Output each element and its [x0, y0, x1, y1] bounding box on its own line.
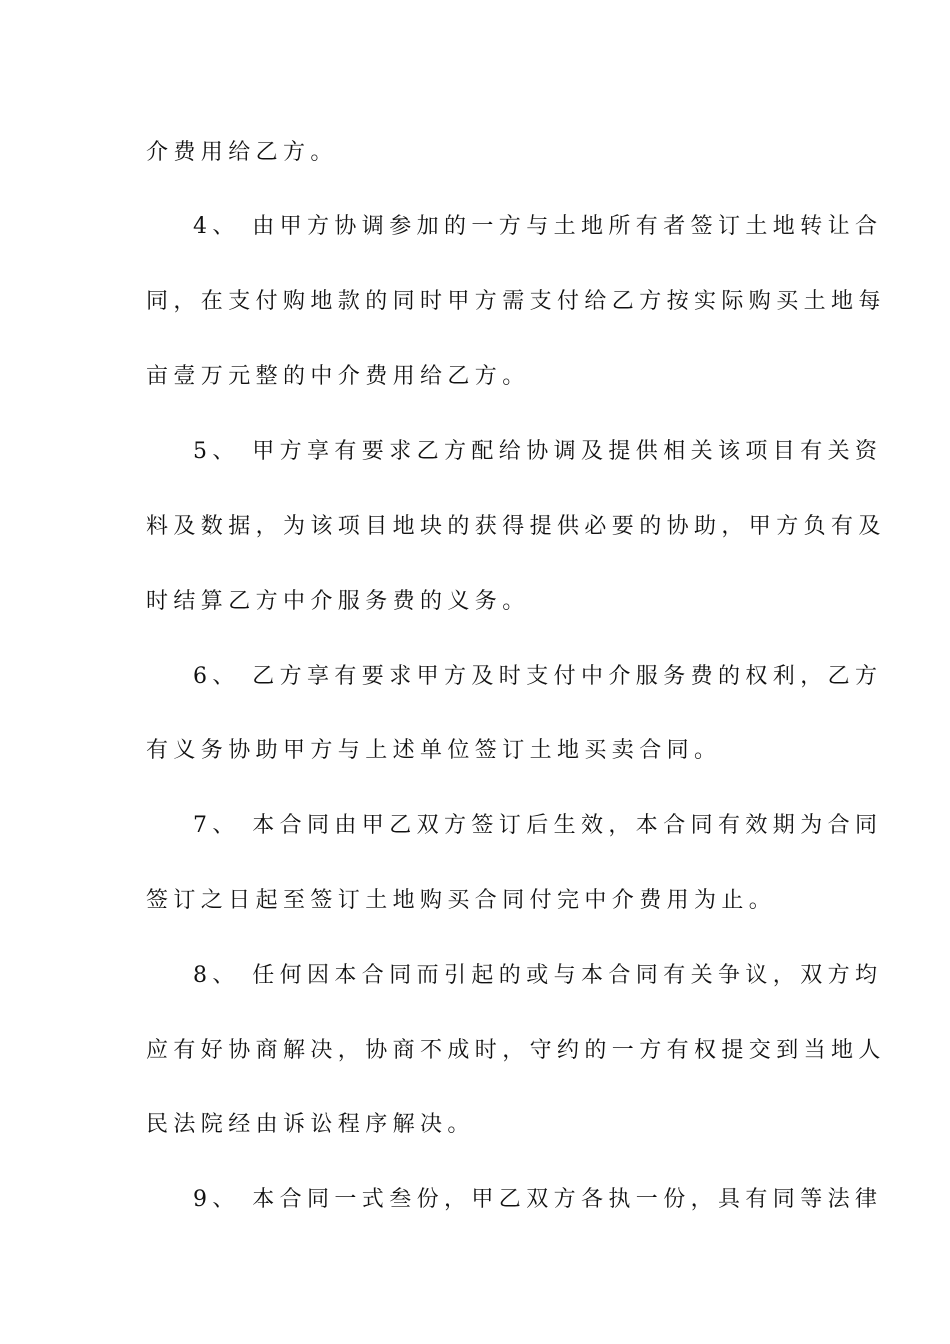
text-line: 民法院经由诉讼程序解决。: [146, 1112, 475, 1137]
clause-6-line: 6、 乙方享有要求甲方及时支付中介服务费的权利，乙方: [193, 664, 883, 689]
clause-7-line: 7、 本合同由甲乙双方签订后生效，本合同有效期为合同: [193, 813, 883, 838]
text-line: 应有好协商解决，协商不成时，守约的一方有权提交到当地人: [146, 1038, 886, 1063]
clause-8-line: 8、 任何因本合同而引起的或与本合同有关争议，双方均: [193, 963, 883, 988]
clause-4-line: 4、 由甲方协调参加的一方与土地所有者签订土地转让合: [193, 214, 883, 239]
text-line: 签订之日起至签订土地购买合同付完中介费用为止。: [146, 888, 777, 913]
text-line: 时结算乙方中介服务费的义务。: [146, 589, 530, 614]
text-line: 同，在支付购地款的同时甲方需支付给乙方按实际购买土地每: [146, 289, 886, 314]
text-line: 料及数据，为该项目地块的获得提供必要的协助，甲方负有及: [146, 514, 886, 539]
text-line: 亩壹万元整的中介费用给乙方。: [146, 364, 530, 389]
text-line: 介费用给乙方。: [146, 140, 338, 165]
clause-5-line: 5、 甲方享有要求乙方配给协调及提供相关该项目有关资: [193, 439, 883, 464]
clause-9-line: 9、 本合同一式叁份，甲乙双方各执一份，具有同等法律: [193, 1187, 883, 1212]
text-line: 有义务协助甲方与上述单位签订土地买卖合同。: [146, 738, 722, 763]
